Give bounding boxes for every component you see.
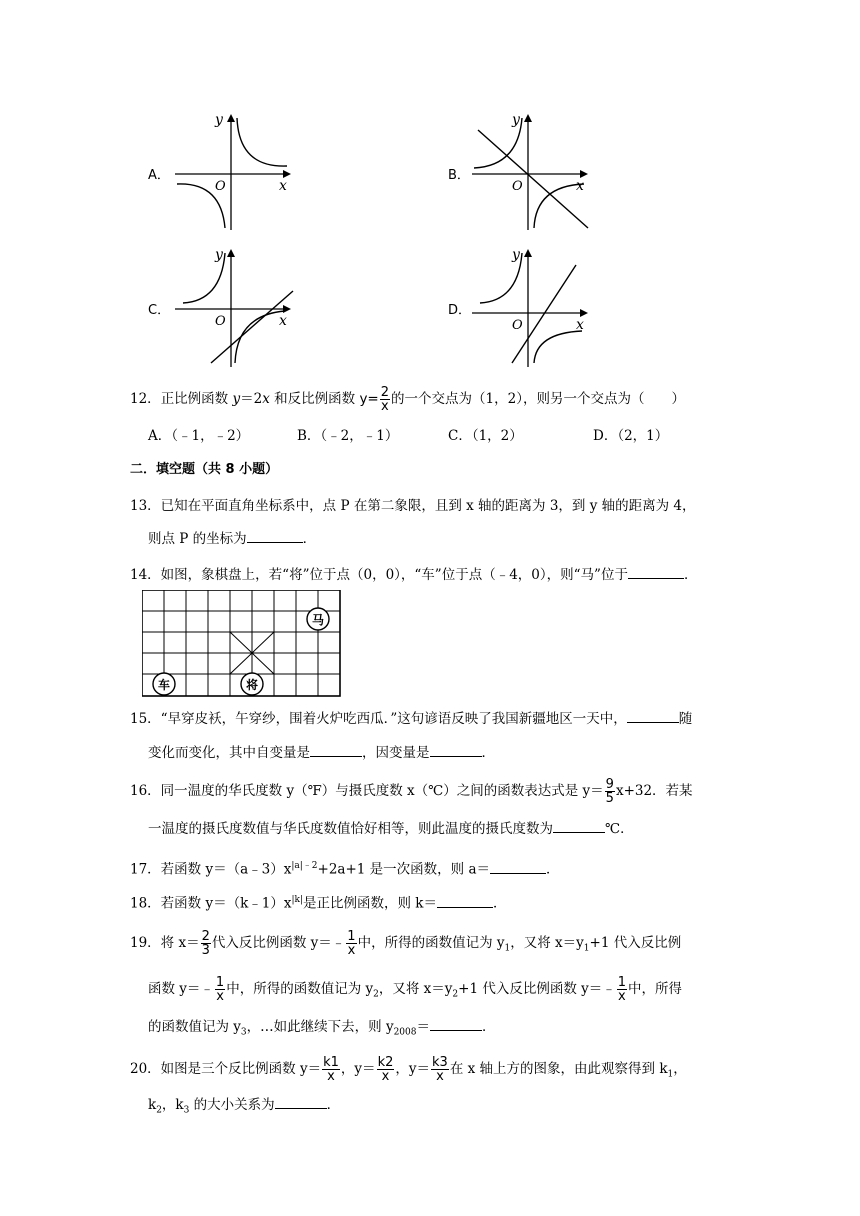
option-d-label: D． (448, 303, 472, 318)
svg-text:O: O (215, 314, 226, 329)
svg-text:车: 车 (157, 678, 171, 692)
answer-blank (628, 564, 684, 579)
option-b-label: B． (448, 168, 470, 183)
svg-text:O: O (512, 179, 523, 194)
answer-blank (275, 1094, 327, 1109)
question-13-line1: 13．已知在平面直角坐标系中，点 P 在第二象限，且到 x 轴的距离为 3，到 y 轴的距离为 4， (130, 498, 696, 514)
question-15-line1: 15．“早穿皮袄，午穿纱，围着火炉吃西瓜．”这句谚语反映了我国新疆地区一天中， 随 (130, 708, 692, 729)
svg-text:y: y (215, 247, 223, 263)
section-heading: 二．填空题（共 8 小题） (130, 462, 279, 477)
option-a-label: A． (148, 168, 170, 183)
question-16-line1: 16．同一温度的华氏度数 y（℉）与摄氏度数 x（℃）之间的函数表达式是 y＝ $\frac{9}{5}$ x+32．若某 (130, 777, 693, 806)
answer-blank (553, 818, 605, 833)
answer-blank (490, 859, 546, 874)
graph-b (472, 110, 592, 230)
answer-blank (437, 893, 493, 908)
question-19-line1: 19．将 x＝ $\frac{2}{3}$ 代入反比例函数 y＝﹣ $\frac{1}{x}$ 中，所得的函数值记为 $y_1$，又将 $x=y_1+1$ 代入反比例 (130, 929, 682, 958)
graph-c (175, 245, 295, 367)
option-c-label: C． (148, 303, 171, 318)
piece-jiang (241, 673, 263, 695)
fraction-9-over-5: $\frac{9}{5}$ (605, 777, 614, 806)
chess-board (142, 590, 342, 698)
answer-blank (430, 1016, 482, 1031)
graph-a (175, 110, 295, 230)
axis-x-label: x (279, 178, 287, 194)
answer-blank (247, 528, 303, 543)
svg-text:y: y (512, 247, 520, 263)
piece-che (153, 673, 175, 695)
svg-text:y: y (512, 112, 520, 128)
svg-text:马: 马 (311, 613, 325, 627)
svg-text:x: x (576, 317, 584, 333)
question-19-line2: 函数 y＝﹣ $\frac{1}{x}$ 中，所得的函数值记为 $y_2$，又将 $x=y_2+1$ 代入反比例函数 y＝﹣ $\frac{1}{x}$ 中，所得 (148, 975, 683, 1004)
q12-option-d[interactable]: D．（2，1） (593, 428, 669, 444)
question-17: 17．若函数 $y=(a﹣3)x^{|a|﹣2}+2a+1$ 是一次函数，则 a＝ ． (130, 856, 560, 880)
fraction-2-over-x: $\frac{2}{x}$ (380, 385, 390, 414)
question-15-line2: 变化而变化，其中自变量是 ，因变量是 ． (148, 742, 495, 763)
origin-label: O (215, 179, 226, 194)
q12-option-b[interactable]: B．（﹣2，﹣1） (297, 428, 399, 444)
question-20-line1: 20．如图是三个反比例函数 y＝ $\frac{k1}{x}$ ，y＝ $\frac{k2}{x}$ ，y＝ $\frac{k3}{x}$ 在 x 轴上方的图象，由此观察得到 $k_1$， (130, 1055, 687, 1084)
question-12: 12．正比例函数 y＝2x 和反比例函数 y= $\frac{2}{x}$ 的一个交点为（1，2），则另一个交点为（ ） (130, 385, 685, 414)
q12-option-a[interactable]: A．（﹣1，﹣2） (148, 428, 250, 444)
axis-y-label: y (215, 112, 223, 128)
question-18: 18．若函数 $y=(k﹣1)x^{|k|}$是正比例函数，则 k＝ ． (130, 890, 507, 914)
question-13-line2: 则点 P 的坐标为 ． (148, 528, 316, 549)
answer-blank (310, 742, 362, 757)
question-14: 14．如图，象棋盘上，若“将”位于点（0，0），“车”位于点（﹣4，0），则“马”位于 ． (130, 564, 697, 585)
piece-ma (307, 608, 329, 630)
graph-d (472, 245, 592, 367)
question-16-line2: 一温度的摄氏度数值与华氏度数值恰好相等，则此温度的摄氏度数为 ℃． (148, 818, 634, 839)
svg-text:O: O (512, 318, 523, 333)
q12-option-c[interactable]: C．（1，2） (448, 428, 523, 444)
svg-text:将: 将 (245, 678, 259, 692)
question-19-line3: 的函数值记为 $y_3$，…如此继续下去，则 $y_{2008}=$ ． (148, 1016, 495, 1043)
answer-blank (627, 708, 679, 723)
answer-blank (430, 742, 482, 757)
svg-text:x: x (576, 178, 584, 194)
svg-text:x: x (279, 313, 287, 329)
question-20-line2: $k_2$，$k_3$ 的大小关系为 ． (148, 1094, 340, 1121)
